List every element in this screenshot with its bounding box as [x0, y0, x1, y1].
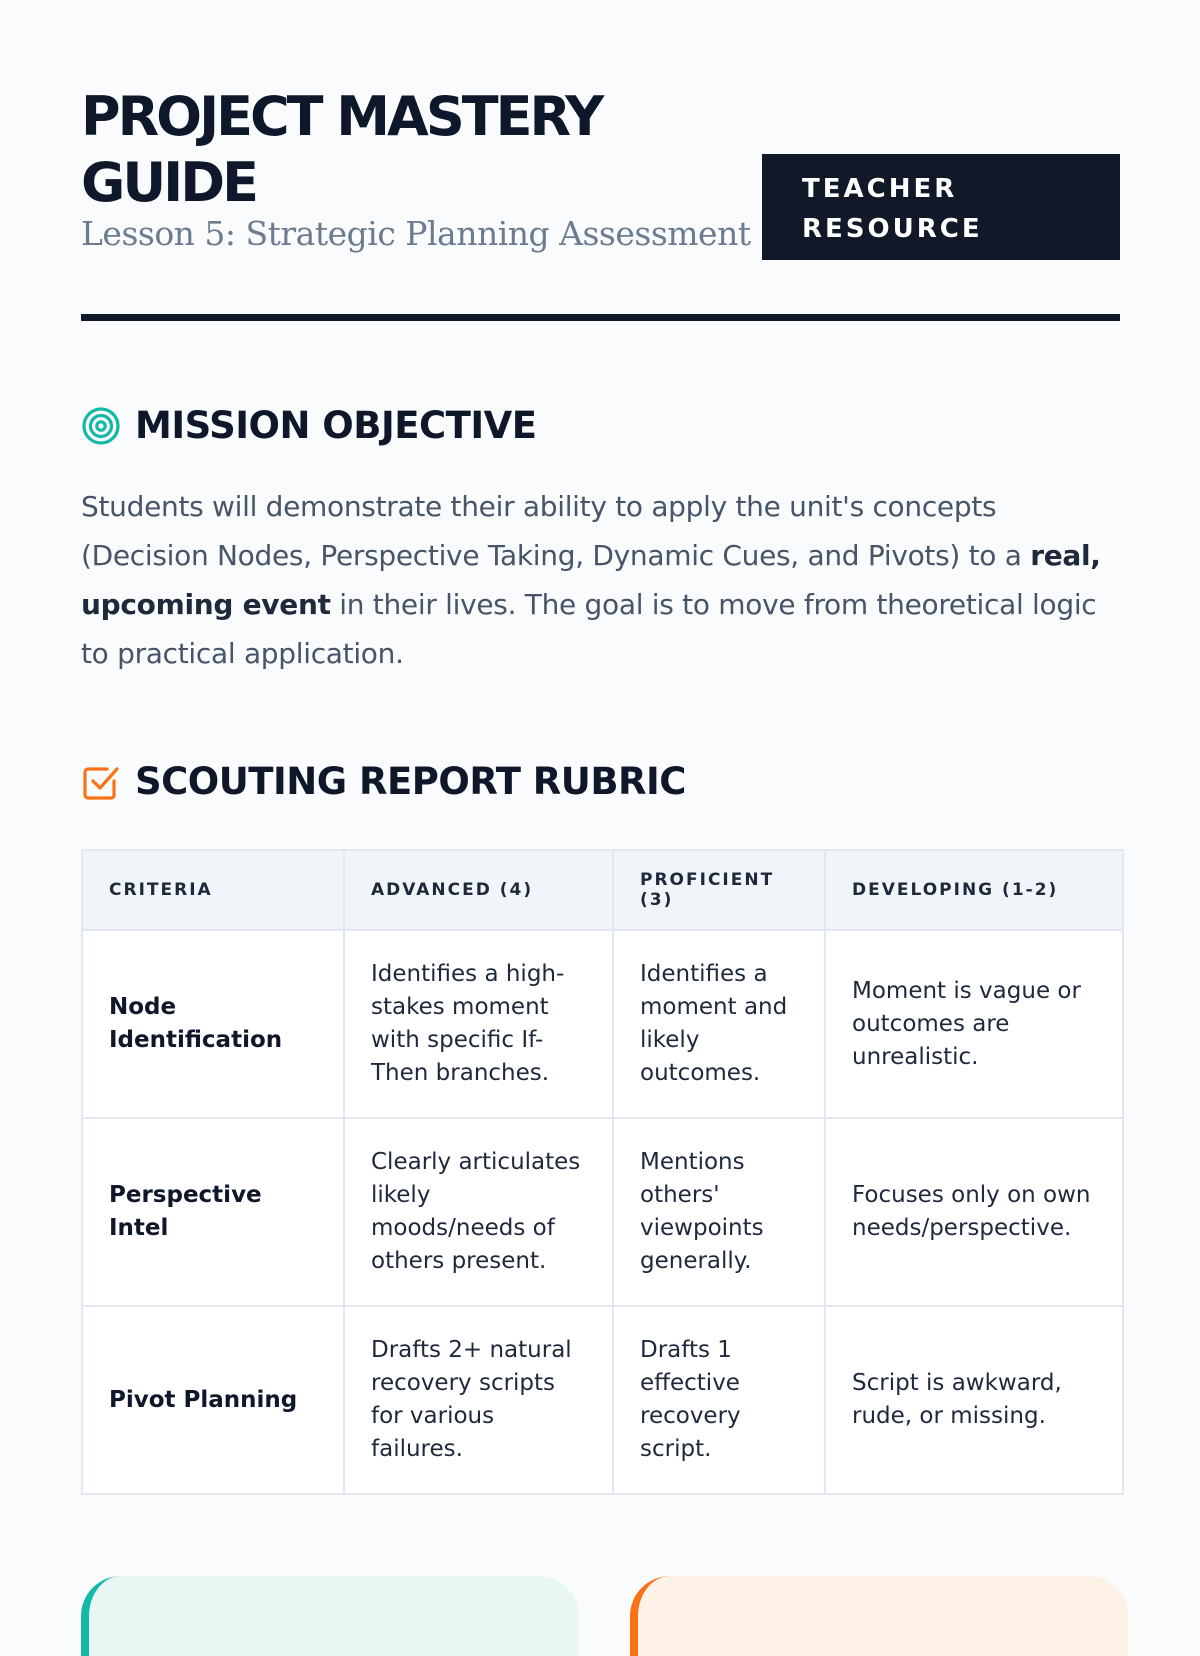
column-header-advanced: ADVANCED (4) — [344, 850, 613, 930]
objective-text-part: in their lives. The goal is to move from theoretical logic to practical application. — [81, 588, 1097, 670]
table-row — [82, 930, 1123, 1118]
proficient-cell: Drafts 1 effective recovery script. — [613, 1306, 825, 1494]
table-header-row — [82, 850, 1123, 930]
rubric-table — [81, 849, 1124, 1495]
objective-text — [81, 482, 1120, 678]
criteria-cell: Perspective Intel — [82, 1118, 344, 1306]
advanced-cell: Drafts 2+ natural recovery scripts for various failures. — [344, 1306, 613, 1494]
proficient-cell: Identifies a moment and likely outcomes. — [613, 930, 825, 1118]
badge-line-2: RESOURCE — [802, 214, 983, 244]
section-title: MISSION OBJECTIVE — [135, 404, 537, 447]
page-title: PROJECT MASTERY GUIDE — [81, 85, 602, 214]
section-title: SCOUTING REPORT RUBRIC — [135, 760, 686, 803]
criteria-cell: Pivot Planning — [82, 1306, 344, 1494]
table-row — [82, 1306, 1123, 1494]
advanced-cell: Clearly articulates likely moods/needs of others present. — [344, 1118, 613, 1306]
orange-info-card — [630, 1576, 1128, 1656]
header-divider — [81, 314, 1120, 321]
proficient-cell: Mentions others' viewpoints generally. — [613, 1118, 825, 1306]
mission-objective-heading — [81, 402, 1120, 452]
page-header — [81, 80, 1120, 270]
checkbox-icon — [81, 762, 121, 802]
criteria-cell: Node Identification — [82, 930, 344, 1118]
column-header-proficient: PROFICIENT (3) — [613, 850, 825, 930]
teacher-resource-badge — [762, 154, 1120, 260]
page-subtitle: Lesson 5: Strategic Planning Assessment — [81, 214, 751, 253]
badge-line-1: TEACHER — [802, 174, 958, 204]
table-row — [82, 1118, 1123, 1306]
column-header-developing: DEVELOPING (1-2) — [825, 850, 1123, 930]
objective-emphasis: real, upcoming event — [81, 539, 1101, 621]
objective-text-part: Students will demonstrate their ability to apply the unit's concepts (Decision Nodes, Perspective Taking, Dynamic Cues, and Pivots) to a — [81, 490, 1031, 572]
developing-cell: Script is awkward, rude, or missing. — [825, 1306, 1123, 1494]
developing-cell: Focuses only on own needs/perspective. — [825, 1118, 1123, 1306]
target-icon — [81, 406, 121, 446]
teal-info-card — [81, 1576, 579, 1656]
developing-cell: Moment is vague or outcomes are unrealistic. — [825, 930, 1123, 1118]
column-header-criteria: CRITERIA — [82, 850, 344, 930]
advanced-cell: Identifies a high-stakes moment with specific If-Then branches. — [344, 930, 613, 1118]
rubric-heading — [81, 758, 1120, 808]
